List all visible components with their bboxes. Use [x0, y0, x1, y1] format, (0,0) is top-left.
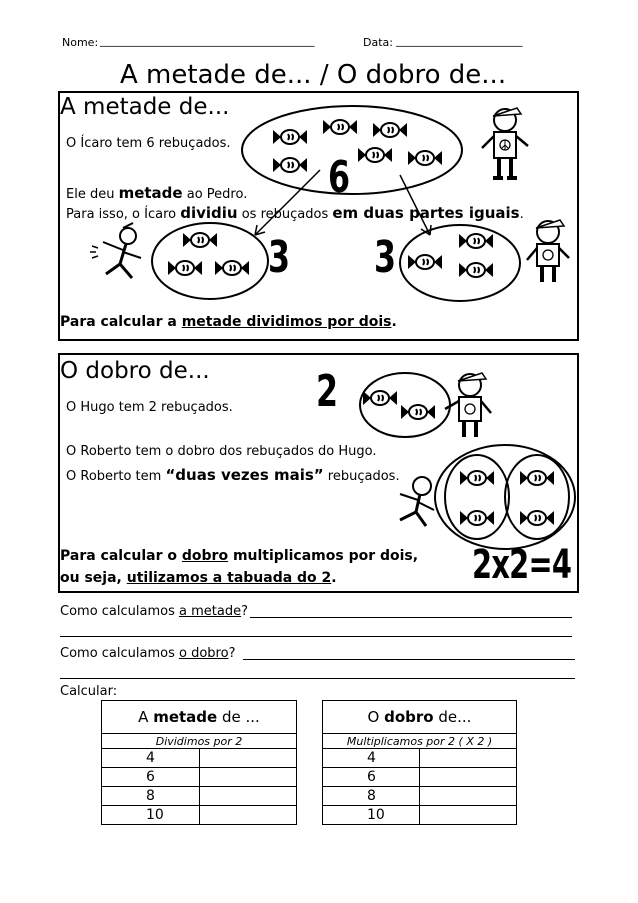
- candy-icon: [408, 255, 442, 269]
- half-table: [101, 700, 297, 825]
- table-row: 4: [102, 749, 297, 768]
- half-conclusion: Para calcular a metade dividimos por dois.: [60, 314, 397, 330]
- double-table-title: O dobro de...: [323, 701, 517, 734]
- double-table: [322, 700, 517, 825]
- table-row: 6: [102, 768, 297, 787]
- answer-cell[interactable]: [199, 806, 297, 825]
- answer-cell[interactable]: [199, 749, 297, 768]
- table-row: 6: [323, 768, 517, 787]
- candy-icon: [459, 263, 493, 277]
- candy-icon: [358, 148, 392, 162]
- half-line1: O Ícaro tem 6 rebuçados.: [66, 136, 231, 151]
- answer-cell[interactable]: [420, 806, 517, 825]
- question-half: Como calculamos a metade?: [60, 604, 248, 619]
- total-number: 6: [328, 152, 350, 203]
- candy-icon: [408, 151, 442, 165]
- double-line2: O Roberto tem o dobro dos rebuçados do Hugo.: [66, 444, 377, 459]
- double-conclusion2: ou seja, utilizamos a tabuada do 2.: [60, 570, 337, 586]
- half-line2: Ele deu metade ao Pedro.: [66, 184, 248, 202]
- equation: 2x2=4: [472, 542, 572, 588]
- half-line3: Para isso, o Ícaro dividiu os rebuçados em duas partes iguais.: [66, 204, 524, 222]
- candy-icon: [459, 234, 493, 248]
- date-blank[interactable]: _______________________: [396, 34, 523, 47]
- candy-icon: [273, 130, 307, 144]
- group-oval-left: [152, 223, 268, 299]
- answer-line-3[interactable]: [243, 659, 575, 660]
- boy-cartoon-icon: [527, 220, 569, 282]
- candy-icon: [323, 120, 357, 134]
- answer-line-4[interactable]: [60, 678, 575, 679]
- answer-cell[interactable]: [199, 768, 297, 787]
- name-blank[interactable]: _______________________________________: [100, 34, 315, 47]
- candy-icon: [168, 261, 202, 275]
- question-double: Como calculamos o dobro?: [60, 646, 236, 661]
- two-number: 2: [316, 366, 338, 417]
- right-half-number: 3: [374, 232, 396, 283]
- left-half-number: 3: [268, 232, 290, 283]
- half-table-title: A metade de ...: [102, 701, 297, 734]
- table-row: 10: [102, 806, 297, 825]
- table-row: 10: [323, 806, 517, 825]
- page-title: A metade de... / O dobro de...: [120, 60, 507, 90]
- answer-line-1[interactable]: [250, 617, 572, 618]
- calc-label: Calcular:: [60, 684, 118, 699]
- half-heading: A metade de...: [60, 94, 230, 120]
- candy-icon: [215, 261, 249, 275]
- double-table-subtitle: Multiplicamos por 2 ( X 2 ): [323, 734, 517, 749]
- table-row: 8: [323, 787, 517, 806]
- double-conclusion1: Para calcular o dobro multiplicamos por dois,: [60, 548, 419, 564]
- double-heading: O dobro de...: [60, 358, 210, 384]
- table-row: 4: [323, 749, 517, 768]
- answer-cell[interactable]: [420, 787, 517, 806]
- name-field-label: Nome:: [62, 36, 99, 49]
- candy-icon: [373, 123, 407, 137]
- answer-cell[interactable]: [420, 749, 517, 768]
- candy-icon: [273, 158, 307, 172]
- double-line3: O Roberto tem “duas vezes mais” rebuçados.: [66, 466, 400, 484]
- double-line1: O Hugo tem 2 rebuçados.: [66, 400, 233, 415]
- candy-icon: [183, 233, 217, 247]
- half-table-subtitle: Dividimos por 2: [102, 734, 297, 749]
- answer-cell[interactable]: [420, 768, 517, 787]
- date-field-label: Data:: [363, 36, 393, 49]
- boy-cartoon-icon: [482, 108, 528, 178]
- answer-line-2[interactable]: [60, 636, 572, 637]
- running-boy-cartoon-icon: [90, 223, 141, 278]
- answer-cell[interactable]: [199, 787, 297, 806]
- group-oval-six: [242, 106, 462, 194]
- table-row: 8: [102, 787, 297, 806]
